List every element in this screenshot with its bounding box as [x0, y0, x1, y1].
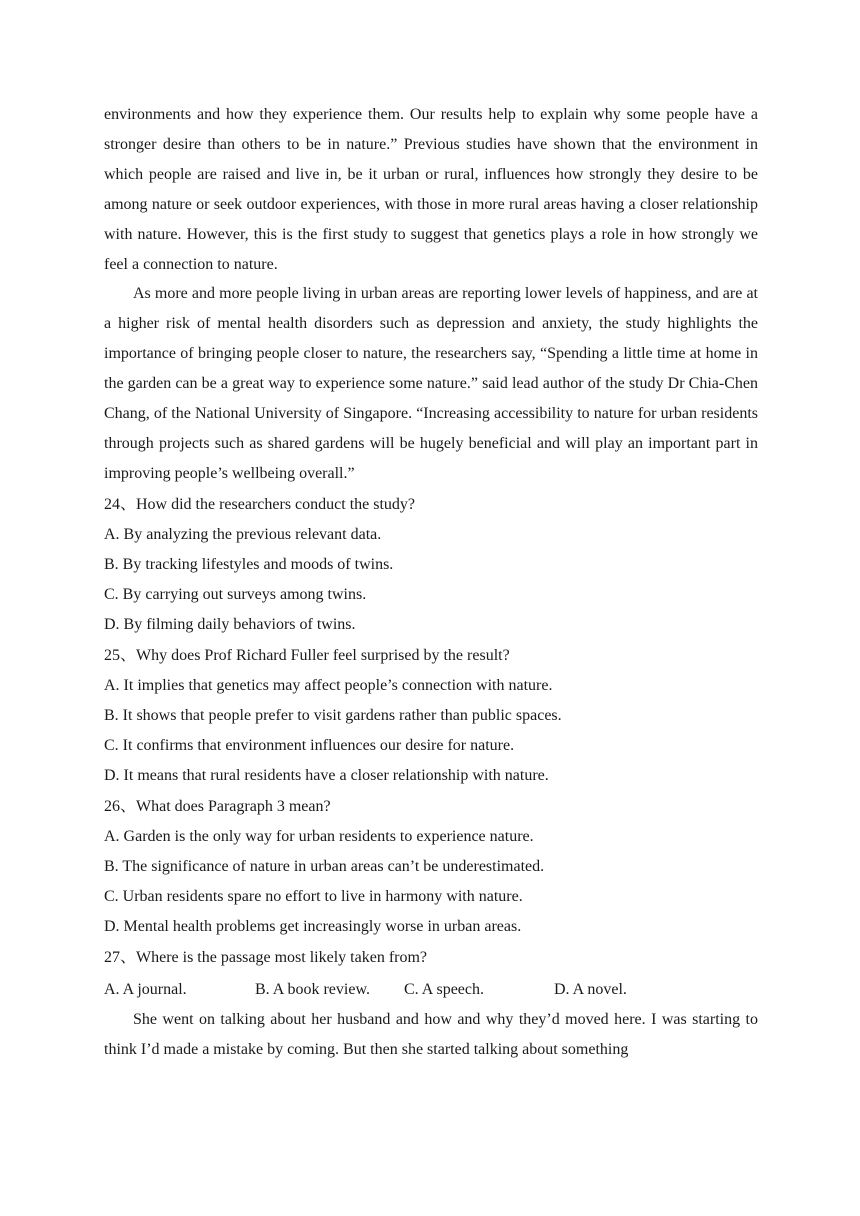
option-d: D. By filming daily behaviors of twins. [104, 615, 356, 633]
question-stem: 25、Why does Prof Richard Fuller feel surprised by the result? [104, 646, 510, 664]
option-d: D. It means that rural residents have a closer relationship with nature. [104, 766, 549, 784]
option-b: B. A book review. [255, 980, 370, 998]
question-24 [104, 490, 758, 640]
next-passage-paragraph: She went on talking about her husband and how and why they’d moved here. I was starting to think I’d made a mistake by coming. But then she started talking about something [104, 1010, 758, 1058]
option-c: C. A speech. [404, 980, 484, 998]
question-27 [104, 943, 758, 1005]
option-b: B. The significance of nature in urban areas can’t be underestimated. [104, 857, 545, 875]
option-a: A. Garden is the only way for urban residents to experience nature. [104, 827, 534, 845]
option-c: C. By carrying out surveys among twins. [104, 585, 367, 603]
option-a: A. By analyzing the previous relevant data. [104, 525, 382, 543]
option-b: B. By tracking lifestyles and moods of twins. [104, 555, 394, 573]
option-b: B. It shows that people prefer to visit gardens rather than public spaces. [104, 706, 562, 724]
option-c: C. It confirms that environment influences our desire for nature. [104, 736, 515, 754]
options-row [104, 975, 758, 1005]
question-25 [104, 641, 758, 791]
option-c: C. Urban residents spare no effort to live in harmony with nature. [104, 887, 523, 905]
option-d: D. A novel. [554, 980, 627, 998]
question-26 [104, 792, 758, 942]
option-a: A. A journal. [104, 980, 187, 998]
option-d: D. Mental health problems get increasingly worse in urban areas. [104, 917, 522, 935]
question-stem: 26、What does Paragraph 3 mean? [104, 797, 331, 815]
passage-paragraph-2: As more and more people living in urban areas are reporting lower levels of happiness, and are at a higher risk of mental health disorders such as depression and anxiety, the study highlights the importance of bringing people closer to nature, the researchers say, “Spending a little time at home in the garden can be a great way to experience some nature.” said lead author of the study Dr Chia-Chen Chang, of the National University of Singapore. “Increasing accessibility to nature for urban residents through projects such as shared gardens will be hugely beneficial and will play an important part in improving people’s wellbeing overall.” [104, 285, 758, 482]
question-stem: 27、Where is the passage most likely taken from? [104, 948, 428, 966]
option-a: A. It implies that genetics may affect people’s connection with nature. [104, 676, 553, 694]
document-page [104, 100, 758, 1065]
passage-paragraph-1: environments and how they experience them. Our results help to explain why some people have a stronger desire than others to be in nature.” Previous studies have shown that the environment in which people are raised and live in, be it urban or rural, influences how strongly they desire to be among nature or seek outdoor experiences, with those in more rural areas having a closer relationship with nature. However, this is the first study to suggest that genetics plays a role in how strongly we feel a connection to nature. [104, 106, 758, 273]
question-stem: 24、How did the researchers conduct the study? [104, 495, 416, 513]
